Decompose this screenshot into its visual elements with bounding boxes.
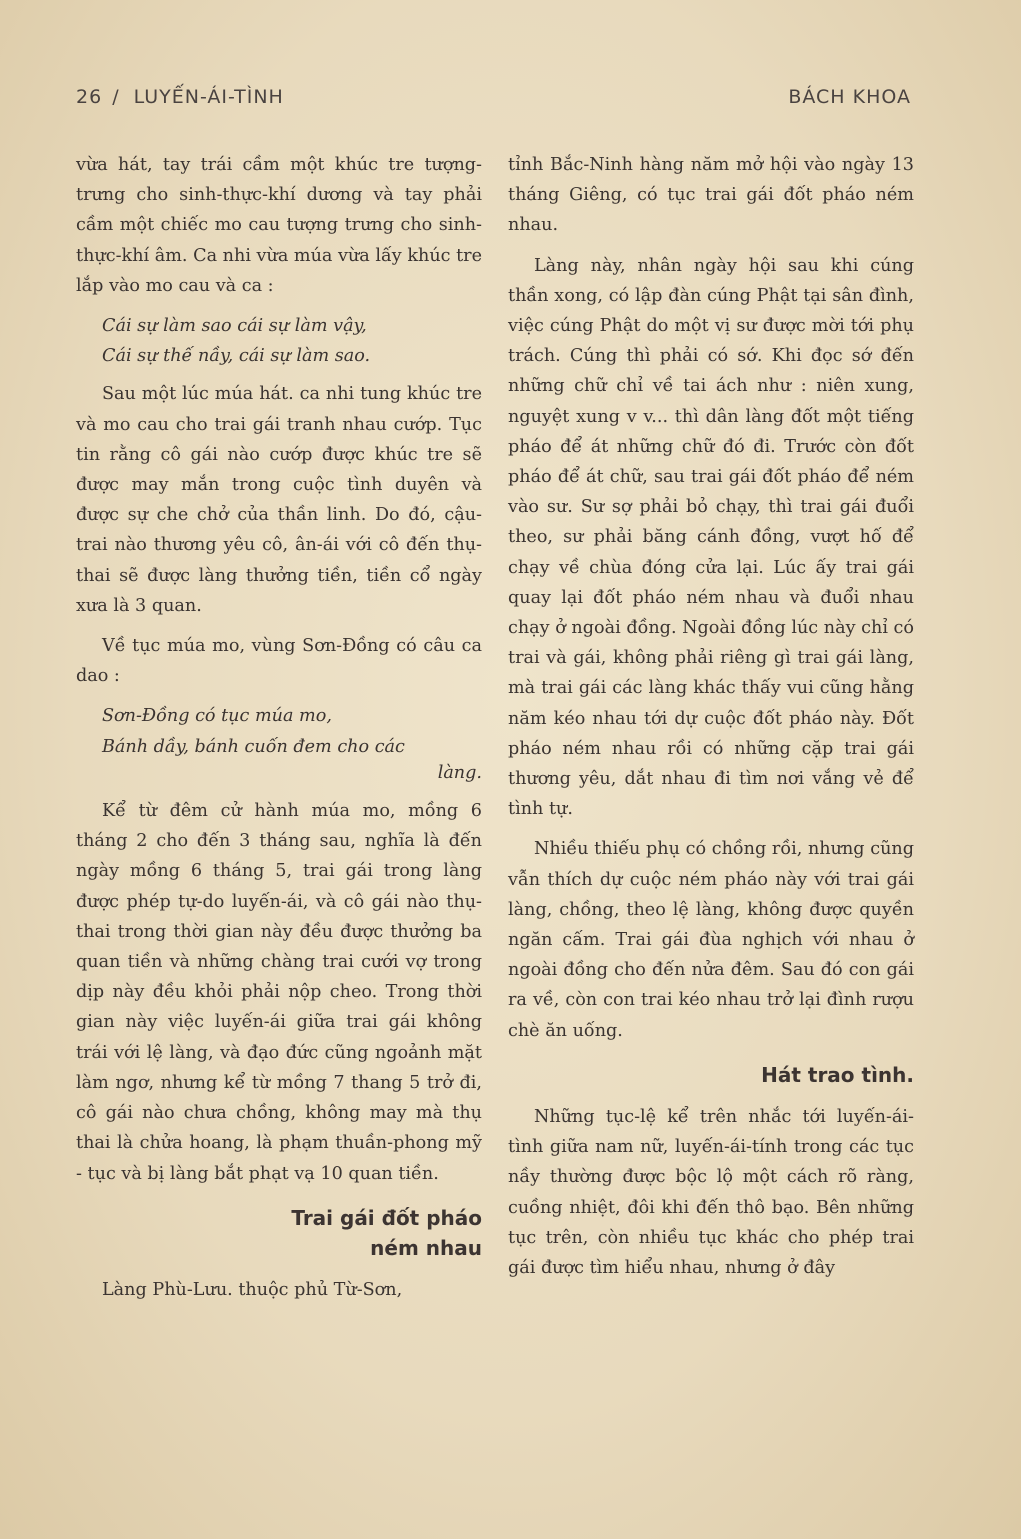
page-number: 26 [76,86,103,108]
paragraph: Nhiều thiếu phụ có chồng rồi, nhưng cũng vẫn thích dự cuộc ném pháo này với trai gái làng, chồng, theo lệ làng, không được quyền ngăn cấm. Trai gái đùa nghịch với nhau ở ngoài đồng cho đến nửa đêm. Sau đó con gái ra về, còn con trai kéo nhau trở lại đình rượu chè ăn uống. [508,839,914,1041]
poem-excerpt [102,311,482,371]
poem-line: làng. [437,762,482,783]
paragraph: vừa hát, tay trái cầm một khúc tre tượng-trưng cho sinh-thực-khí dương và tay phải cầm một chiếc mo cau tượng trưng cho sinh-thực-khí âm. Ca nhi vừa múa vừa lấy khúc tre lắp vào mo cau và ca : [76,155,482,296]
poem-line: Cái sự thế nầy, cái sự làm sao. [102,346,371,367]
paragraph: tỉnh Bắc-Ninh hàng năm mở hội vào ngày 13 tháng Giêng, có tục trai gái đốt pháo ném nhau. [508,155,914,236]
paragraph: Làng Phù-Lưu. thuộc phủ Từ-Sơn, [102,1279,403,1300]
paragraph: Về tục múa mo, vùng Sơn-Đồng có câu ca dao : [76,636,482,687]
heading-line: Trai gái đốt pháo [291,1205,482,1230]
right-column [508,150,914,1283]
header-separator: / [112,86,120,108]
heading-line: ném nhau [370,1235,482,1260]
paragraph: Kể từ đêm cử hành múa mo, mồng 6 tháng 2 cho đến 3 tháng sau, nghĩa là đến ngày mồng 6 tháng 5, trai gái trong làng được phép tự-do luyến-ái, và cô gái nào thụ-thai trong thời gian này đều được thưởng ba quan tiền và những chàng trai cưới vợ trong dịp này đều khỏi phải nộp cheo. Trong thời gian này việc luyến-ái giữa trai gái không trái với lệ làng, và đạo đức cũng ngoảnh mặt làm ngơ, nhưng kể từ mồng 7 thang 5 trở đi, cô gái nào chưa chồng, không may mà thụ thai là chửa hoang, là phạm thuần-phong mỹ - tục và bị làng bắt phạt vạ 10 quan tiền. [76,801,482,1184]
paragraph: Sau một lúc múa hát. ca nhi tung khúc tre và mo cau cho trai gái tranh nhau cướp. Tục tin rằng cô gái nào cướp được khúc tre sẽ được may mắn trong cuộc tình duyên và được sự che chở của thần linh. Do đó, cậu-trai nào thương yêu cô, ân-ái với cô đến thụ-thai sẽ được làng thưởng tiền, tiền cổ ngày xưa là 3 quan. [76,384,482,616]
poem-line: Cái sự làm sao cái sự làm vậy, [102,316,367,337]
paragraph: Những tục-lệ kể trên nhắc tới luyến-ái-tình giữa nam nữ, luyến-ái-tính trong các tục nầy thường được bộc lộ một cách rõ ràng, cuồng nhiệt, đôi khi đến thô bạo. Bên những tục trên, còn nhiều tục khác cho phép trai gái được tìm hiểu nhau, nhưng ở đây [508,1106,914,1278]
left-column [76,150,482,1305]
page-header [76,86,911,116]
poem-line: Sơn-Đồng có tục múa mo, [102,706,332,727]
poem-line: Bánh dầy, bánh cuốn đem cho các [102,736,405,757]
section-title: LUYẾN-ÁI-TÌNH [133,86,284,108]
ca-dao-excerpt [102,701,482,788]
magazine-name: BÁCH KHOA [788,86,911,108]
paragraph: Làng này, nhân ngày hội sau khi cúng thần xong, có lập đàn cúng Phật tại sân đình, việc cúng Phật do một vị sư được mời tới phụ trách. Cúng thì phải có sớ. Khi đọc sớ đến những chữ chỉ về tai ách như : niên xung, nguyệt xung v v... thì dân làng đốt một tiếng pháo để át những chữ đó đi. Trước còn đốt pháo để át chữ, sau trai gái đốt pháo để ném vào sư. Sư sợ phải bỏ chạy, thì trai gái đuổi theo, sư phải băng cánh đồng, vượt hố để chạy về chùa đóng cửa lại. Lúc ấy trai gái quay lại đốt pháo ném nhau và đuổi nhau chạy ở ngoài đồng. Ngoài đồng lúc này chỉ có trai và gái, không phải riêng gì trai gái làng, mà trai gái các làng khác thấy vui cũng hằng năm kéo nhau tới dự cuộc đốt pháo này. Đốt pháo ném nhau rồi có những cặp trai gái thương yêu, dắt nhau đi tìm nơi vắng vẻ để tình tự. [508,255,914,820]
section-heading: Hát trao tình. [761,1062,914,1087]
section-heading [76,1203,482,1263]
